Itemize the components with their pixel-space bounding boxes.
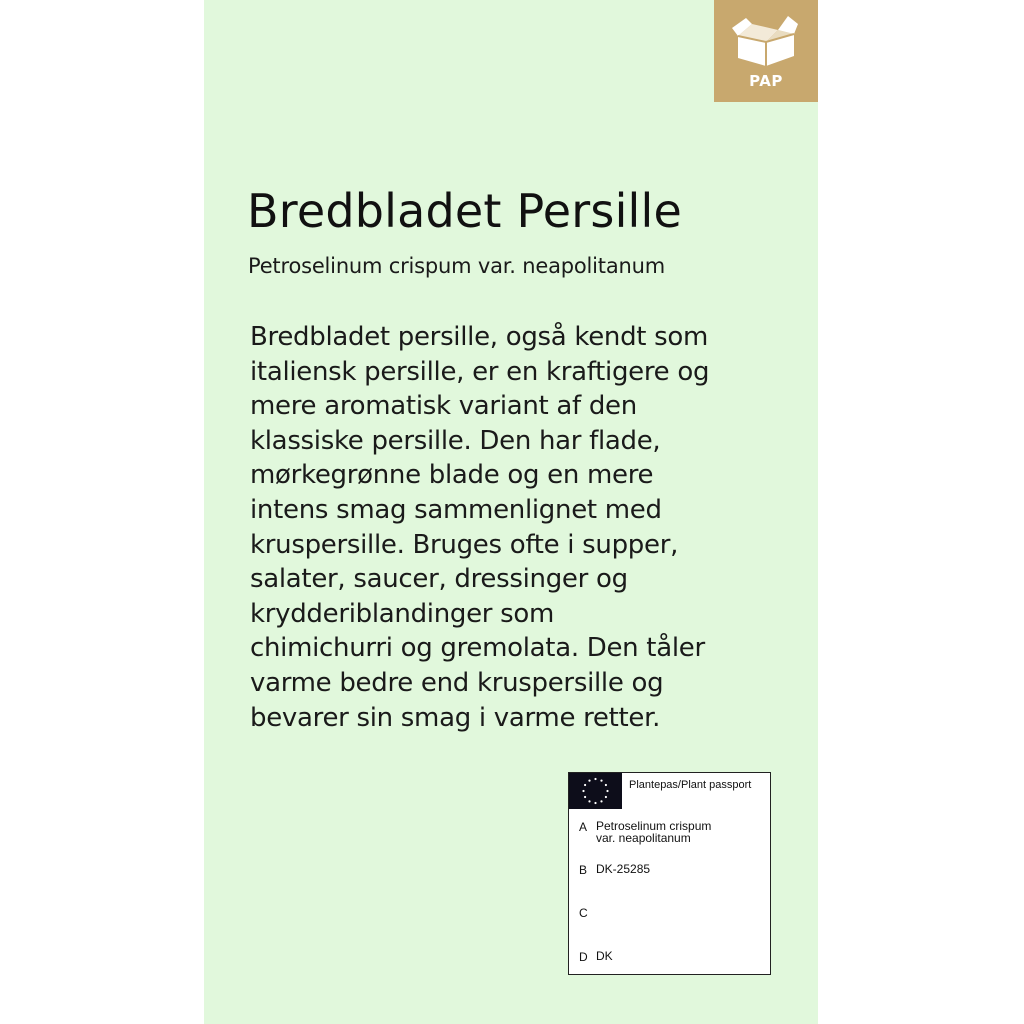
passport-key: B	[579, 863, 588, 877]
description-line: klassiske persille. Den har flade,	[250, 425, 661, 456]
passport-value: DK	[596, 949, 613, 963]
eu-flag-icon	[569, 773, 622, 809]
pap-label: PAP	[749, 72, 783, 90]
passport-title: Plantepas/Plant passport	[629, 779, 752, 791]
description-line: bevarer sin smag i varme retter.	[250, 702, 661, 733]
botanical-name-line: Petroselinum crispum	[596, 819, 712, 833]
description	[250, 320, 790, 735]
description-line: krydderiblandinger som	[250, 598, 555, 629]
plant-passport	[568, 772, 771, 975]
passport-key: A	[579, 820, 588, 834]
box-icon	[732, 12, 800, 70]
description-line: Bredbladet persille, også kendt som	[250, 322, 709, 352]
latin-name: Petroselinum crispum var. neapolitanum	[248, 254, 665, 278]
description-line: intens smag sammenlignet med	[250, 494, 662, 525]
passport-key: C	[579, 906, 588, 920]
description-line: kruspersille. Bruges ofte i supper,	[250, 529, 679, 560]
description-line: mørkegrønne blade og en mere	[250, 460, 654, 491]
description-line: mere aromatisk variant af den	[250, 391, 637, 422]
description-line: varme bedre end kruspersille og	[250, 667, 664, 698]
passport-value: DK-25285	[596, 862, 651, 876]
description-line: chimichurri og gremolata. Den tåler	[250, 633, 705, 664]
passport-value	[596, 820, 766, 844]
product-title: Bredbladet Persille	[247, 184, 683, 238]
pap-recycling-badge	[714, 0, 818, 102]
passport-key: D	[579, 950, 588, 964]
botanical-name-line: var. neapolitanum	[596, 831, 691, 845]
description-line: italiensk persille, er en kraftigere og	[250, 356, 710, 387]
description-line: salater, saucer, dressinger og	[250, 564, 628, 595]
